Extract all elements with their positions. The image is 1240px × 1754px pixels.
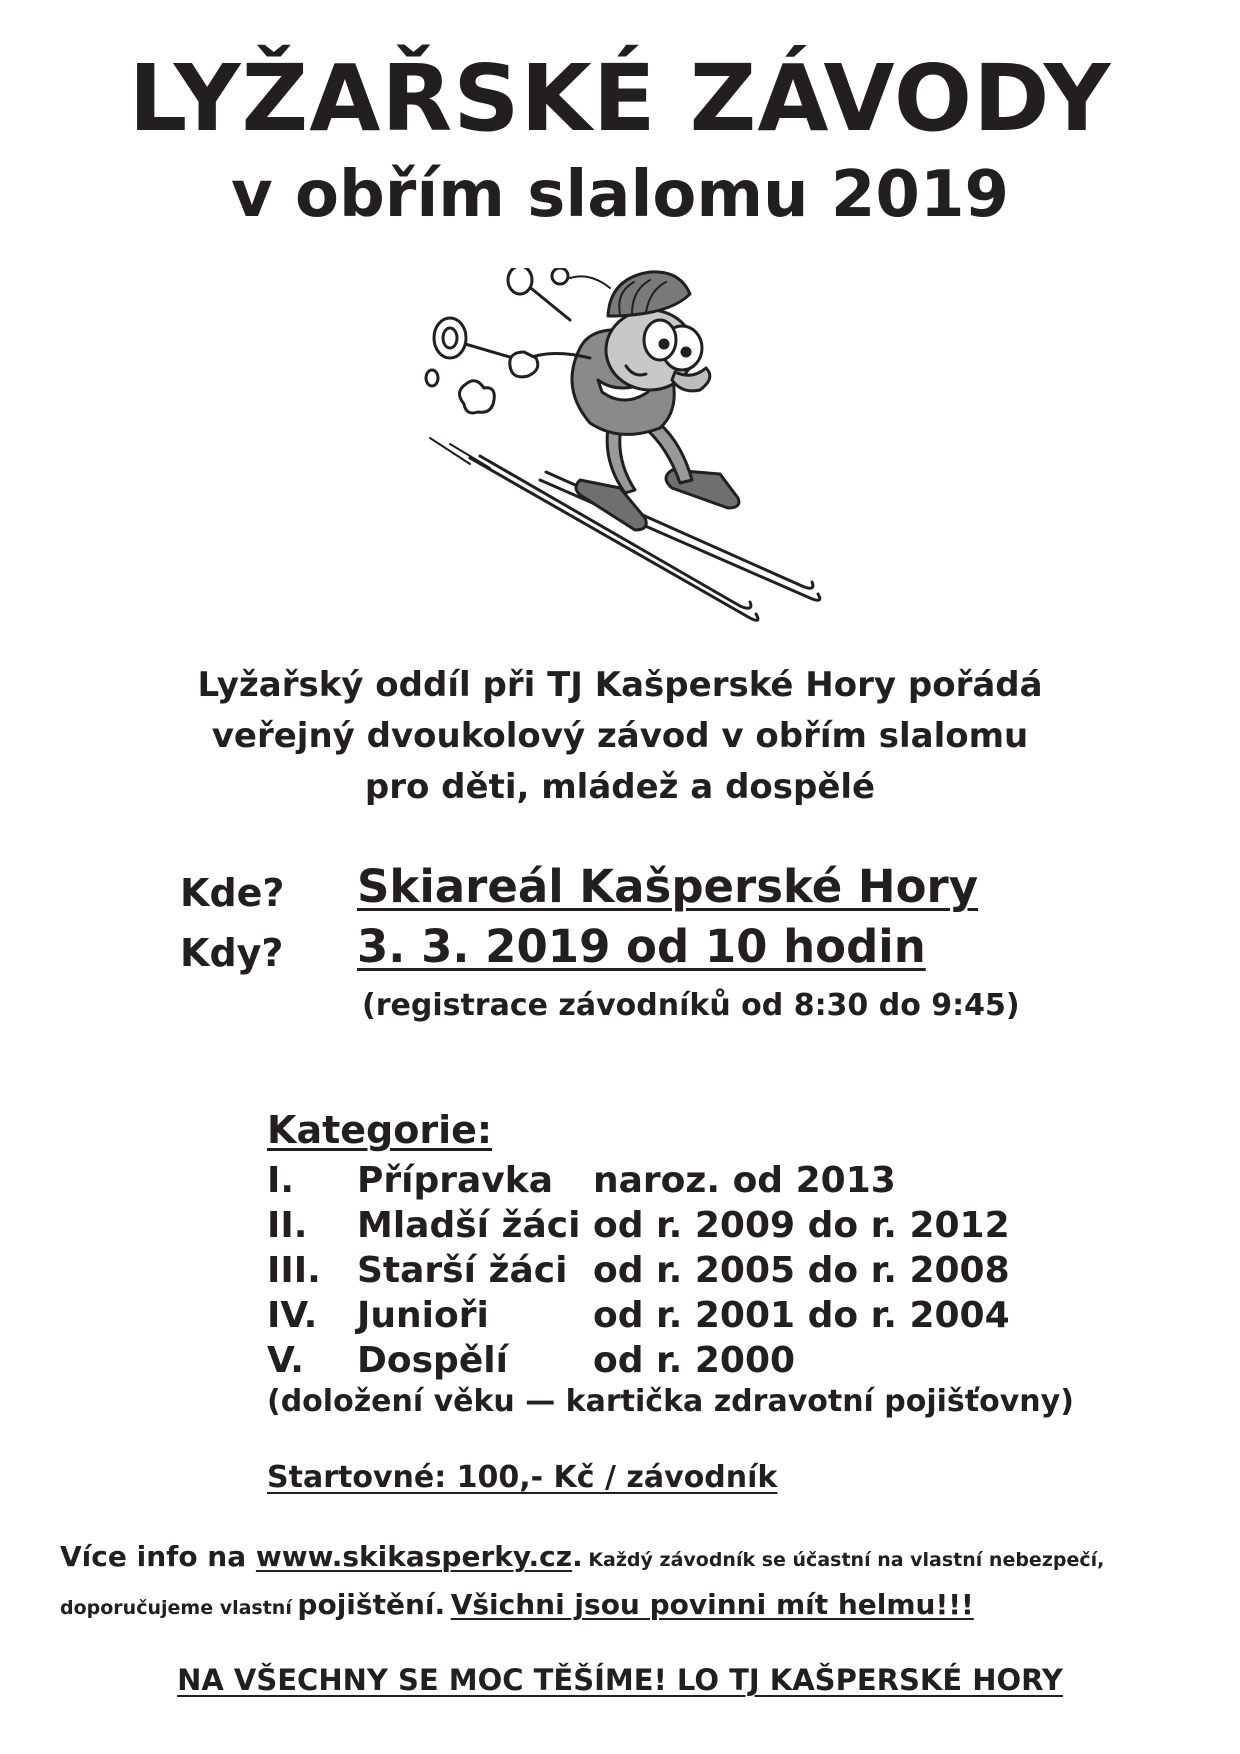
intro-line: veřejný dvoukolový závod v obřím slalomu (211, 716, 1029, 756)
entry-fee: Startovné: 100,- Kč / závodník (267, 1460, 778, 1495)
recommend-text: doporučujeme vlastní (60, 1597, 292, 1619)
category-row (267, 1158, 1010, 1203)
insurance-text: pojištění. (297, 1588, 446, 1621)
skier-illustration (420, 268, 840, 648)
helmet-requirement: Všichni jsou povinni mít helmu!!! (450, 1588, 974, 1621)
where-value: Skiareál Kašperské Hory (357, 860, 979, 913)
categories-table (267, 1158, 1010, 1383)
category-name: Přípravka (357, 1160, 553, 1201)
category-name: Dospělí (357, 1340, 508, 1381)
category-years: od r. 2001 do r. 2004 (593, 1295, 1010, 1336)
poster-title: LYŽAŘSKÉ ZÁVODY (128, 45, 1112, 152)
intro-line: pro děti, mládež a dospělé (364, 767, 876, 807)
when-value: 3. 3. 2019 od 10 hodin (357, 920, 926, 973)
category-number: V. (267, 1340, 304, 1381)
website-link[interactable]: www.skikasperky.cz (255, 1540, 573, 1573)
poster-subtitle: v obřím slalomu 2019 (230, 158, 1010, 232)
where-label: Kde? (180, 871, 285, 915)
category-row (267, 1293, 1010, 1338)
category-row (267, 1338, 1010, 1383)
category-years: od r. 2000 (593, 1340, 796, 1381)
category-name: Starší žáci (357, 1250, 568, 1291)
insurance-line (60, 1588, 1190, 1621)
category-number: III. (267, 1250, 321, 1291)
category-name: Mladší žáci (357, 1205, 581, 1246)
cartoon-skier-icon (420, 268, 840, 648)
category-row (267, 1248, 1010, 1293)
category-number: I. (267, 1160, 295, 1201)
more-info-prefix: Více info na (60, 1540, 256, 1573)
age-proof-note: (doložení věku — kartička zdravotní pojišťovny) (267, 1384, 1074, 1419)
period: . (572, 1540, 583, 1573)
more-info-line (60, 1540, 1190, 1573)
category-years: od r. 2005 do r. 2008 (593, 1250, 1010, 1291)
risk-note: Každý závodník se účastní na vlastní nebezpečí, (588, 1549, 1105, 1571)
category-number: II. (267, 1205, 308, 1246)
when-label: Kdy? (180, 931, 284, 975)
closing-line: NA VŠECHNY SE MOC TĚŠÍME! LO TJ KAŠPERSKÉ HORY (177, 1663, 1063, 1697)
categories-heading: Kategorie: (267, 1108, 493, 1152)
intro-line: Lyžařský oddíl při TJ Kašperské Hory pořádá (197, 665, 1043, 705)
category-name: Junioři (357, 1295, 489, 1336)
intro-text (0, 660, 1240, 813)
category-row (267, 1203, 1010, 1248)
category-years: od r. 2009 do r. 2012 (593, 1205, 1010, 1246)
registration-note: (registrace závodníků od 8:30 do 9:45) (362, 988, 1020, 1023)
category-number: IV. (267, 1295, 318, 1336)
category-years: naroz. od 2013 (593, 1160, 896, 1201)
